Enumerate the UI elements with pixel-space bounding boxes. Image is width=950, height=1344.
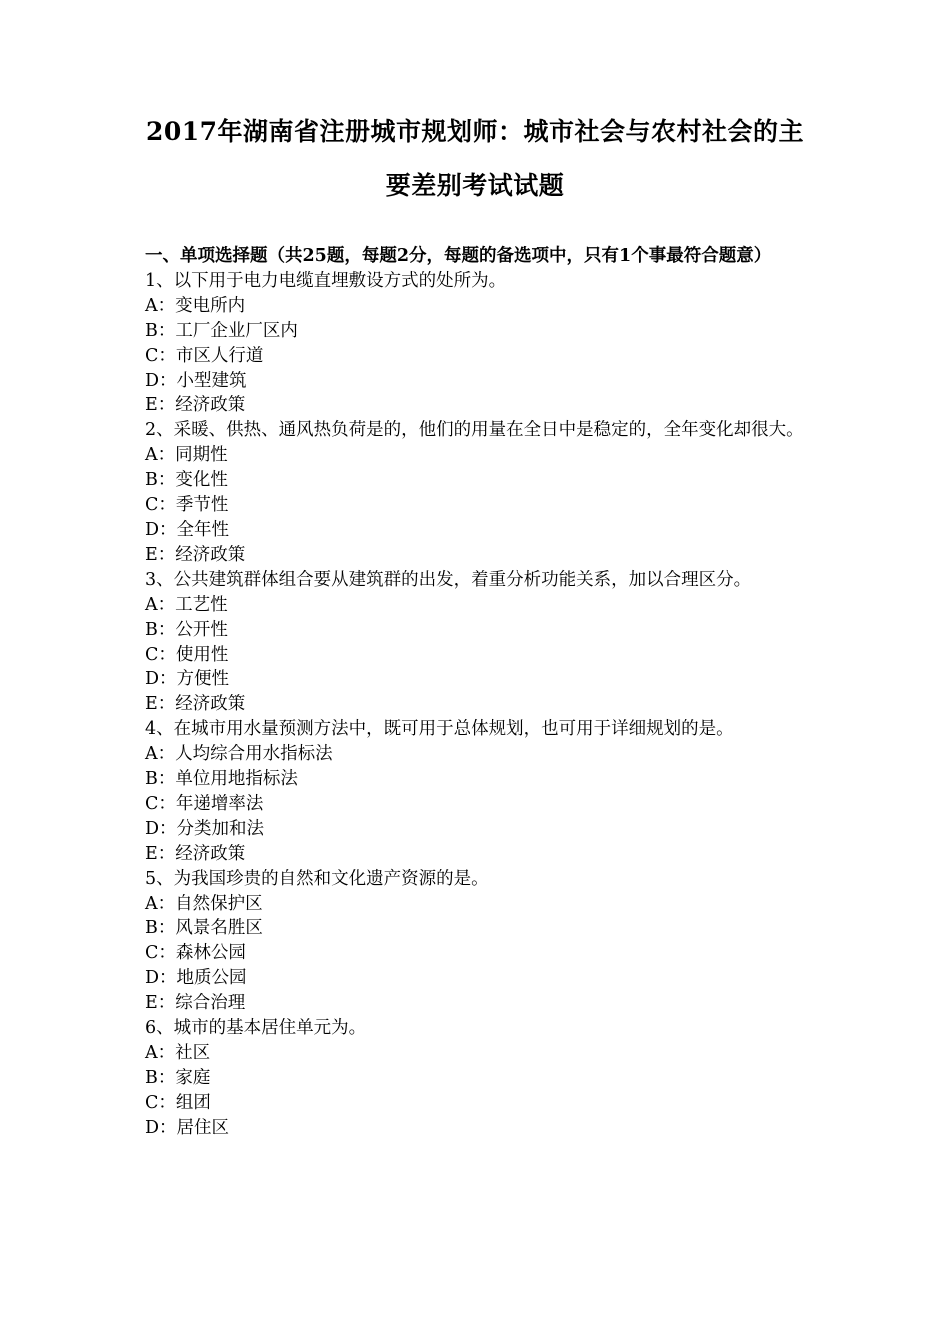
document-title-line-2: 要差别考试试题	[385, 171, 565, 200]
document-body	[145, 244, 810, 1141]
option-e: E：经济政策	[145, 843, 246, 864]
option-d: D：全年性	[145, 519, 230, 540]
option-e: E：综合治理	[145, 993, 246, 1014]
option-b: B：风景名胜区	[145, 918, 263, 939]
option-b: B：家庭	[145, 1067, 211, 1088]
option-c: C：森林公园	[145, 943, 246, 964]
question-stem: 2、采暖、供热、通风热负荷是的，他们的用量在全日中是稳定的，全年变化却很大。	[145, 420, 804, 441]
option-b: B：变化性	[145, 470, 228, 491]
question-4	[145, 717, 810, 866]
option-c: C：季节性	[145, 495, 229, 516]
question-stem: 6、城市的基本居住单元为。	[145, 1018, 367, 1039]
document-title-line-1: 2017年湖南省注册城市规划师：城市社会与农村社会的主	[145, 117, 805, 146]
option-a: A：同期性	[145, 445, 228, 466]
option-e: E：经济政策	[145, 395, 246, 416]
option-c: C：组团	[145, 1092, 211, 1113]
question-stem: 1、以下用于电力电缆直埋敷设方式的处所为。	[145, 270, 507, 291]
option-a: A：人均综合用水指标法	[145, 744, 333, 765]
option-a: A：社区	[145, 1043, 211, 1063]
option-d: D：分类加和法	[145, 818, 265, 839]
option-a: A：自然保护区	[145, 893, 263, 914]
option-d: D：方便性	[145, 669, 230, 690]
option-c: C：年递增率法	[145, 793, 264, 814]
question-5	[145, 867, 810, 1016]
question-1	[145, 269, 810, 418]
option-b: B：单位用地指标法	[145, 769, 298, 790]
question-stem: 4、在城市用水量预测方法中，既可用于总体规划，也可用于详细规划的是。	[145, 719, 734, 740]
section-header: 一、单项选择题（共25题，每题2分，每题的备选项中，只有1个事最符合题意）	[145, 246, 772, 266]
option-c: C：市区人行道	[145, 345, 264, 366]
option-d: D：小型建筑	[145, 370, 247, 391]
question-stem: 3、公共建筑群体组合要从建筑群的出发，着重分析功能关系，加以合理区分。	[145, 569, 752, 590]
question-2	[145, 418, 810, 567]
option-d: D：地质公园	[145, 968, 247, 989]
option-a: A：变电所内	[145, 295, 246, 316]
question-3	[145, 568, 810, 717]
option-d: D：居住区	[145, 1117, 230, 1138]
option-b: B：公开性	[145, 619, 228, 640]
option-c: C：使用性	[145, 644, 229, 665]
question-stem: 5、为我国珍贵的自然和文化遗产资源的是。	[145, 868, 489, 889]
option-b: B：工厂企业厂区内	[145, 320, 298, 341]
option-a: A：工艺性	[145, 594, 228, 615]
option-e: E：经济政策	[145, 694, 246, 715]
question-6	[145, 1016, 810, 1141]
option-e: E：经济政策	[145, 544, 246, 565]
